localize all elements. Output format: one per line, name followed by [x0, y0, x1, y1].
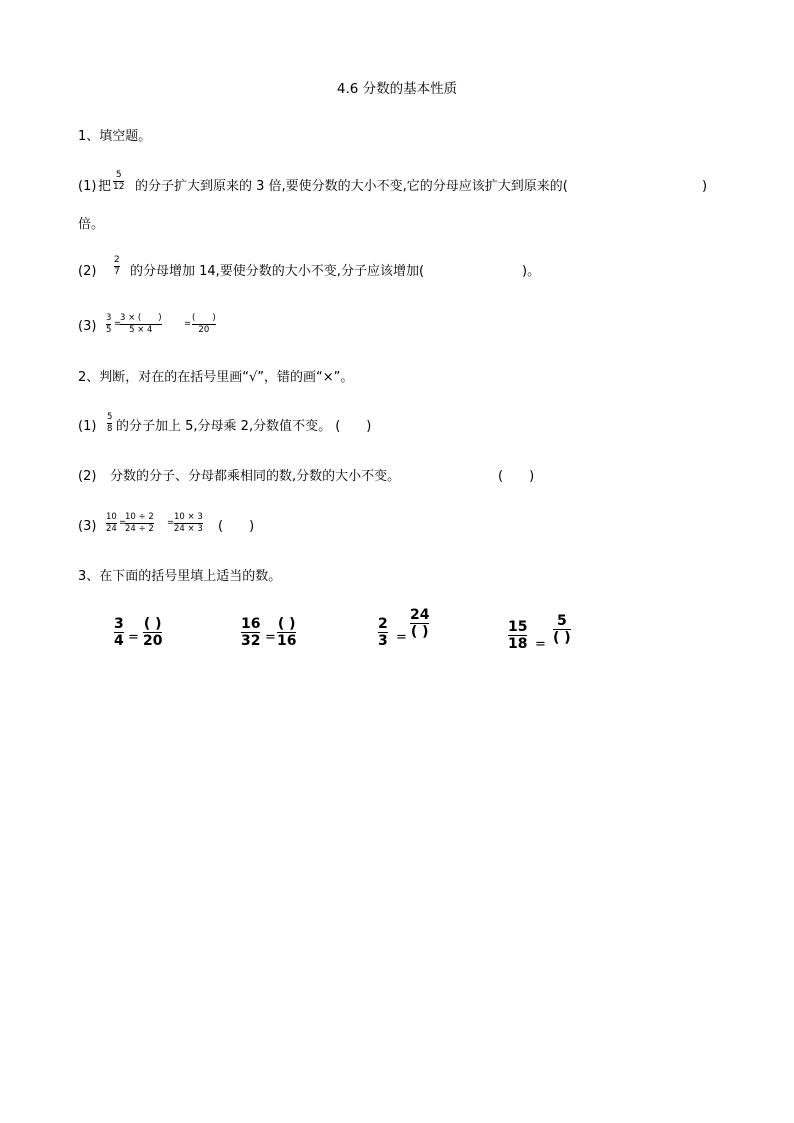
q1-2-fraction: [114, 256, 120, 277]
denominator: 5: [106, 324, 112, 335]
denominator: 24 ÷ 2: [125, 523, 154, 534]
denominator: 3: [378, 633, 388, 649]
equals-sign: =: [114, 319, 122, 329]
equals-sign: =: [396, 630, 407, 645]
q1-3-fraction-2: [120, 314, 162, 334]
numerator[interactable]: ( ): [192, 313, 216, 323]
q1-2-text: 的分母增加 14,要使分数的大小不变,分子应该增加(: [130, 264, 425, 279]
q2-3-answer-paren[interactable]: ( ): [218, 519, 255, 534]
q1-3-label: (3): [78, 319, 97, 334]
denominator: 7: [114, 267, 120, 277]
q1-1-tail: 倍。: [78, 217, 105, 232]
q1-1-fraction: [113, 171, 124, 192]
q2-2-answer-paren[interactable]: ( ): [498, 469, 535, 484]
numerator[interactable]: 3 × ( ): [120, 313, 162, 323]
numerator: 10 ÷ 2: [125, 512, 154, 522]
denominator: 4: [114, 633, 124, 649]
section1-heading: 1、填空题。: [78, 129, 152, 144]
q2-3-fraction-1: [106, 513, 117, 533]
q2-3-fraction-2: [125, 513, 154, 533]
q2-1-label: (1): [78, 419, 97, 434]
denominator: 12: [113, 182, 125, 192]
q1-1-label: (1): [78, 179, 97, 194]
q1-1-pre: 把: [98, 179, 112, 194]
s3-item2-fraction-b: [277, 617, 296, 648]
numerator: 3: [106, 313, 112, 323]
denominator: 16: [277, 633, 297, 649]
equals-sign: =: [128, 630, 139, 645]
equals-sign: =: [265, 630, 276, 645]
numerator: 2: [114, 255, 120, 265]
numerator[interactable]: ( ): [277, 616, 296, 632]
q2-3-label: (3): [78, 519, 97, 534]
q2-1-text[interactable]: 的分子加上 5,分母乘 2,分数值不变。 ( ): [116, 419, 372, 434]
s3-item4-fraction-b: [553, 614, 571, 645]
section2-heading: 2、判断，对在的在括号里画“√”，错的画“×”。: [78, 370, 354, 385]
numerator: 5: [107, 412, 113, 422]
denominator: 32: [241, 633, 261, 649]
denominator: 8: [107, 423, 113, 434]
s3-item4-fraction-a: [508, 620, 527, 651]
q2-2-label: (2): [78, 469, 97, 484]
numerator: 5: [115, 170, 122, 180]
denominator[interactable]: ( ): [410, 624, 429, 640]
page-title: 4.6 分数的基本性质: [336, 81, 458, 97]
denominator: 5 × 4: [129, 324, 153, 335]
q1-3-fraction-3: [192, 314, 216, 334]
equals-sign: =: [535, 637, 546, 652]
numerator: 10: [106, 512, 117, 522]
s3-item2-fraction-a: [241, 617, 260, 648]
q2-3-fraction-3: [174, 513, 203, 533]
numerator: 3: [114, 616, 124, 632]
denominator: 20: [198, 324, 210, 335]
q2-1-fraction: [107, 413, 112, 433]
denominator[interactable]: ( ): [553, 630, 571, 646]
section3-heading: 3、在下面的括号里填上适当的数。: [78, 569, 282, 584]
q1-1-text: 的分子扩大到原来的 3 倍,要使分数的大小不变,它的分母应该扩大到原来的(: [135, 179, 568, 194]
denominator: 18: [508, 636, 528, 652]
equals-sign: =: [119, 518, 127, 528]
s3-item1-fraction-b: [143, 617, 162, 648]
denominator: 20: [143, 633, 163, 649]
s3-item1-fraction-a: [114, 617, 124, 648]
equals-sign: =: [184, 319, 192, 329]
numerator: 16: [241, 616, 261, 632]
q2-2-text: 分数的分子、分母都乘相同的数,分数的大小不变。: [110, 469, 401, 484]
equals-sign: =: [167, 518, 175, 528]
numerator: 10 × 3: [174, 512, 203, 522]
numerator[interactable]: ( ): [143, 616, 162, 632]
q1-2-answer-close[interactable]: )。: [522, 264, 541, 279]
q1-2-label: (2): [78, 264, 97, 279]
q1-1-answer-close[interactable]: ): [702, 179, 708, 194]
s3-item3-fraction-b: [410, 608, 429, 639]
numerator: 5: [556, 613, 567, 629]
s3-item3-fraction-a: [378, 617, 388, 648]
numerator: 15: [508, 619, 528, 635]
denominator: 24 × 3: [174, 523, 203, 534]
numerator: 2: [378, 616, 388, 632]
q1-3-fraction-1: [106, 314, 111, 334]
numerator: 24: [410, 607, 430, 623]
denominator: 24: [106, 523, 117, 534]
